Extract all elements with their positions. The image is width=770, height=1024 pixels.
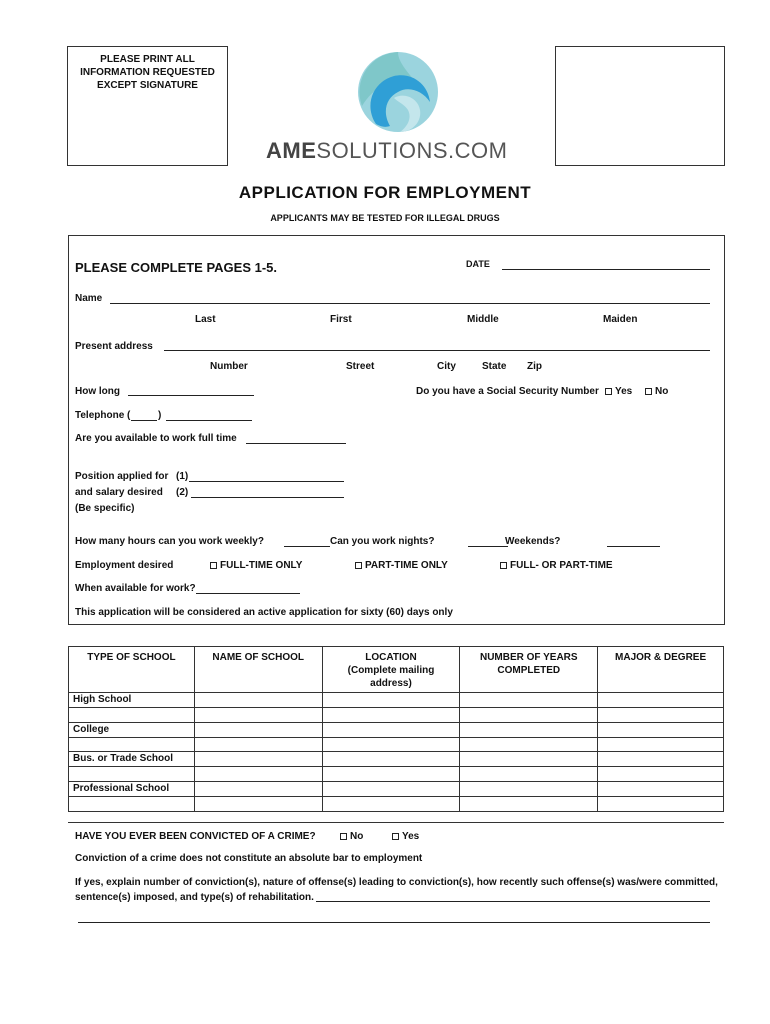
table-cell[interactable] — [598, 693, 724, 708]
checkbox-icon[interactable] — [355, 562, 362, 569]
checkbox-icon[interactable] — [340, 833, 347, 840]
table-cell[interactable] — [598, 737, 724, 752]
print-notice-box — [67, 46, 228, 166]
school-high-school: High School — [69, 693, 195, 708]
position-field-2[interactable] — [191, 497, 344, 498]
header-years — [460, 647, 598, 693]
school-trade: Bus. or Trade School — [69, 752, 195, 767]
weekends-question: Weekends? — [505, 536, 561, 547]
table-cell[interactable] — [194, 767, 322, 782]
crime-disclaimer: Conviction of a crime does not constitute an absolute bar to employment — [75, 853, 423, 864]
when-available-label: When available for work? — [75, 583, 196, 594]
table-cell[interactable] — [598, 708, 724, 723]
table-header-row — [69, 647, 724, 693]
header-name-of-school: NAME OF SCHOOL — [194, 647, 322, 693]
ssn-yes-label: Yes — [615, 386, 633, 397]
table-cell[interactable] — [598, 722, 724, 737]
table-cell[interactable] — [460, 797, 598, 812]
crime-no-label: No — [350, 831, 364, 842]
checkbox-icon[interactable] — [645, 388, 652, 395]
position-num-2: (2) — [176, 487, 189, 498]
page-subtitle: APPLICANTS MAY BE TESTED FOR ILLEGAL DRUGS — [270, 213, 500, 223]
print-notice: PLEASE PRINT ALL INFORMATION REQUESTED EXCEPT SIGNATURE — [80, 54, 215, 91]
table-cell[interactable] — [322, 693, 460, 708]
logo-bold: AME — [266, 138, 317, 163]
option-parttime-label: PART-TIME ONLY — [365, 560, 448, 571]
school-college: College — [69, 722, 195, 737]
active-note: This application will be considered an active application for sixty (60) days only — [75, 607, 453, 618]
table-cell[interactable] — [460, 752, 598, 767]
name-label: Name — [75, 293, 103, 304]
position-num-1: (1) — [176, 471, 189, 482]
how-long-field[interactable] — [128, 395, 254, 396]
crime-explain-line2: sentence(s) imposed, and type(s) of rehabilitation. — [75, 892, 314, 903]
table-cell[interactable] — [194, 782, 322, 797]
crime-no-option[interactable] — [340, 831, 363, 842]
header-location-line2: (Complete mailing — [347, 665, 435, 676]
position-label: Position applied for — [75, 471, 169, 482]
crime-yes-label: Yes — [402, 831, 420, 842]
option-either-label: FULL- OR PART-TIME — [510, 560, 613, 571]
table-row — [69, 752, 724, 767]
name-part-maiden: Maiden — [603, 314, 638, 325]
position-field-1[interactable] — [189, 481, 344, 482]
nights-field[interactable] — [468, 546, 508, 547]
table-cell[interactable] — [460, 693, 598, 708]
table-cell[interactable] — [460, 708, 598, 723]
table-row — [69, 722, 724, 737]
name-part-first: First — [330, 314, 352, 325]
pages-note: PLEASE COMPLETE PAGES 1-5. — [75, 260, 278, 275]
header-location-line3: address) — [370, 678, 412, 689]
address-part-state: State — [482, 361, 507, 372]
hours-field[interactable] — [284, 546, 330, 547]
date-label: DATE — [466, 259, 490, 269]
checkbox-icon[interactable] — [500, 562, 507, 569]
specific-label: (Be specific) — [75, 503, 135, 514]
table-row — [69, 767, 724, 782]
address-field[interactable] — [164, 350, 710, 351]
table-row — [69, 782, 724, 797]
fulltime-field[interactable] — [246, 443, 346, 444]
table-cell[interactable] — [194, 693, 322, 708]
checkbox-icon[interactable] — [392, 833, 399, 840]
name-part-middle: Middle — [467, 314, 499, 325]
ssn-yes-option[interactable] — [605, 386, 632, 397]
crime-explain-field-2[interactable] — [78, 922, 710, 923]
salary-label: and salary desired — [75, 487, 163, 498]
when-available-field[interactable] — [196, 593, 300, 594]
checkbox-icon[interactable] — [210, 562, 217, 569]
address-part-zip: Zip — [527, 361, 542, 372]
table-row — [69, 737, 724, 752]
hours-question: How many hours can you work weekly? — [75, 536, 264, 547]
table-cell[interactable] — [322, 752, 460, 767]
option-fulltime[interactable] — [210, 560, 302, 571]
header-type-of-school: TYPE OF SCHOOL — [69, 647, 195, 693]
header-major-degree: MAJOR & DEGREE — [598, 647, 724, 693]
table-cell[interactable] — [598, 767, 724, 782]
table-cell[interactable] — [322, 722, 460, 737]
address-part-number: Number — [210, 361, 248, 372]
divider — [68, 822, 724, 823]
table-cell[interactable] — [460, 782, 598, 797]
telephone-field[interactable] — [166, 420, 252, 421]
option-fulltime-label: FULL-TIME ONLY — [220, 560, 303, 571]
swirl-logo-icon — [354, 46, 438, 138]
nights-question: Can you work nights? — [330, 536, 435, 547]
header-location — [322, 647, 460, 693]
table-cell[interactable] — [69, 767, 195, 782]
crime-explain-field-1[interactable] — [316, 901, 710, 902]
address-label: Present address — [75, 341, 153, 352]
table-cell[interactable] — [194, 722, 322, 737]
table-cell[interactable] — [460, 737, 598, 752]
table-cell[interactable] — [322, 767, 460, 782]
ssn-no-option[interactable] — [645, 386, 668, 397]
table-cell[interactable] — [322, 737, 460, 752]
table-cell[interactable] — [69, 797, 195, 812]
table-row — [69, 693, 724, 708]
fulltime-question: Are you available to work full time — [75, 433, 237, 444]
crime-explain-line1: If yes, explain number of conviction(s), nature of offense(s) leading to conviction(s), how recently such offense(s) was/were committed, — [75, 877, 718, 888]
employment-desired-label: Employment desired — [75, 560, 174, 571]
address-part-city: City — [437, 361, 456, 372]
header-location-line1: LOCATION — [365, 652, 417, 663]
photo-box — [555, 46, 725, 166]
date-field[interactable] — [502, 269, 710, 270]
logo-rest: SOLUTIONS.COM — [316, 138, 508, 163]
table-cell[interactable] — [69, 737, 195, 752]
table-cell[interactable] — [598, 752, 724, 767]
header-years-line2: COMPLETED — [497, 665, 561, 676]
ssn-question: Do you have a Social Security Number — [416, 386, 599, 397]
table-cell[interactable] — [322, 782, 460, 797]
name-part-last: Last — [195, 314, 216, 325]
checkbox-icon[interactable] — [605, 388, 612, 395]
table-row — [69, 708, 724, 723]
table-cell[interactable] — [322, 797, 460, 812]
table-cell[interactable] — [69, 708, 195, 723]
option-either[interactable] — [500, 560, 613, 571]
table-cell[interactable] — [194, 708, 322, 723]
company-logo-text — [266, 138, 507, 164]
option-parttime[interactable] — [355, 560, 448, 571]
name-field[interactable] — [110, 303, 710, 304]
crime-question: HAVE YOU EVER BEEN CONVICTED OF A CRIME? — [75, 831, 316, 842]
school-professional: Professional School — [69, 782, 195, 797]
how-long-label: How long — [75, 386, 120, 397]
telephone-label: Telephone ( — [75, 410, 131, 421]
education-table — [68, 646, 724, 812]
table-cell[interactable] — [194, 737, 322, 752]
header-years-line1: NUMBER OF YEARS — [479, 652, 578, 663]
table-cell[interactable] — [598, 782, 724, 797]
crime-yes-option[interactable] — [392, 831, 419, 842]
table-cell[interactable] — [598, 797, 724, 812]
table-cell[interactable] — [460, 722, 598, 737]
table-cell[interactable] — [322, 708, 460, 723]
address-part-street: Street — [346, 361, 375, 372]
table-cell[interactable] — [194, 752, 322, 767]
ssn-no-label: No — [655, 386, 669, 397]
telephone-area-field[interactable] — [131, 420, 157, 421]
weekends-field[interactable] — [607, 546, 660, 547]
table-cell[interactable] — [194, 797, 322, 812]
table-row — [69, 797, 724, 812]
page-title: APPLICATION FOR EMPLOYMENT — [238, 183, 532, 202]
table-cell[interactable] — [460, 767, 598, 782]
telephone-close-paren: ) — [158, 410, 162, 421]
